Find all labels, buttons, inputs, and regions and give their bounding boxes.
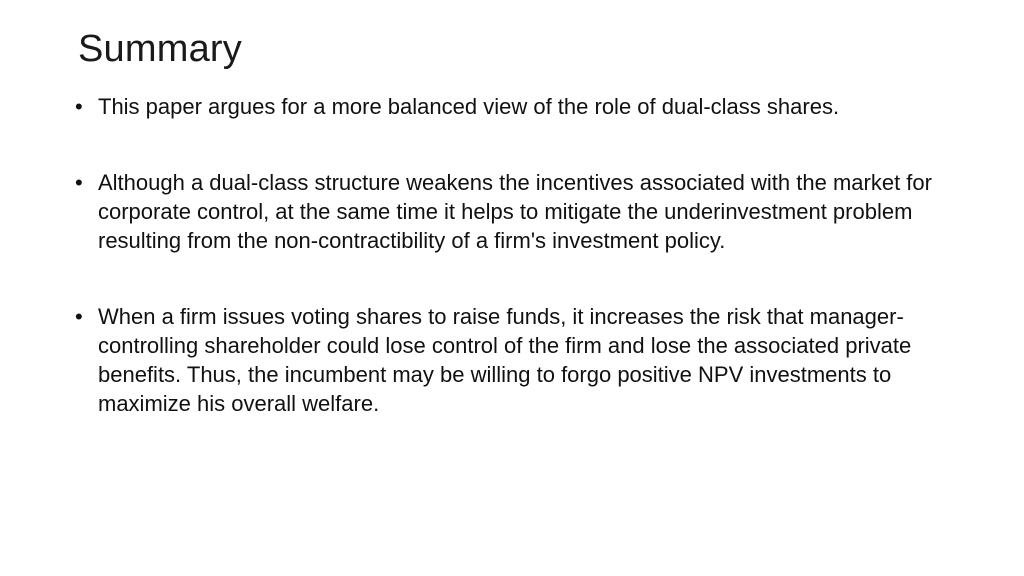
bullet-icon: • (75, 304, 83, 329)
bullet-text: This paper argues for a more balanced view of the role of dual-class shares. (98, 94, 840, 119)
bullet-icon: • (75, 94, 83, 119)
bullet-item (72, 168, 957, 255)
bullet-text: When a firm issues voting shares to raise funds, it increases the risk that manager-controlling shareholder could lose control of the firm and lose the associated private benefits. Thus, the incumbent may be willing to forgo positive NPV investments to maximize his overall welfare. (98, 304, 912, 416)
bullet-text: Although a dual-class structure weakens the incentives associated with the market for corporate control, at the same time it helps to mitigate the underinvestment problem resulting from the non-contractibility of a firm's investment policy. (98, 170, 932, 253)
bullet-item (72, 92, 957, 121)
bullet-list (72, 92, 957, 418)
bullet-item (72, 302, 957, 418)
bullet-icon: • (75, 170, 83, 195)
page-title: Summary (78, 28, 242, 70)
